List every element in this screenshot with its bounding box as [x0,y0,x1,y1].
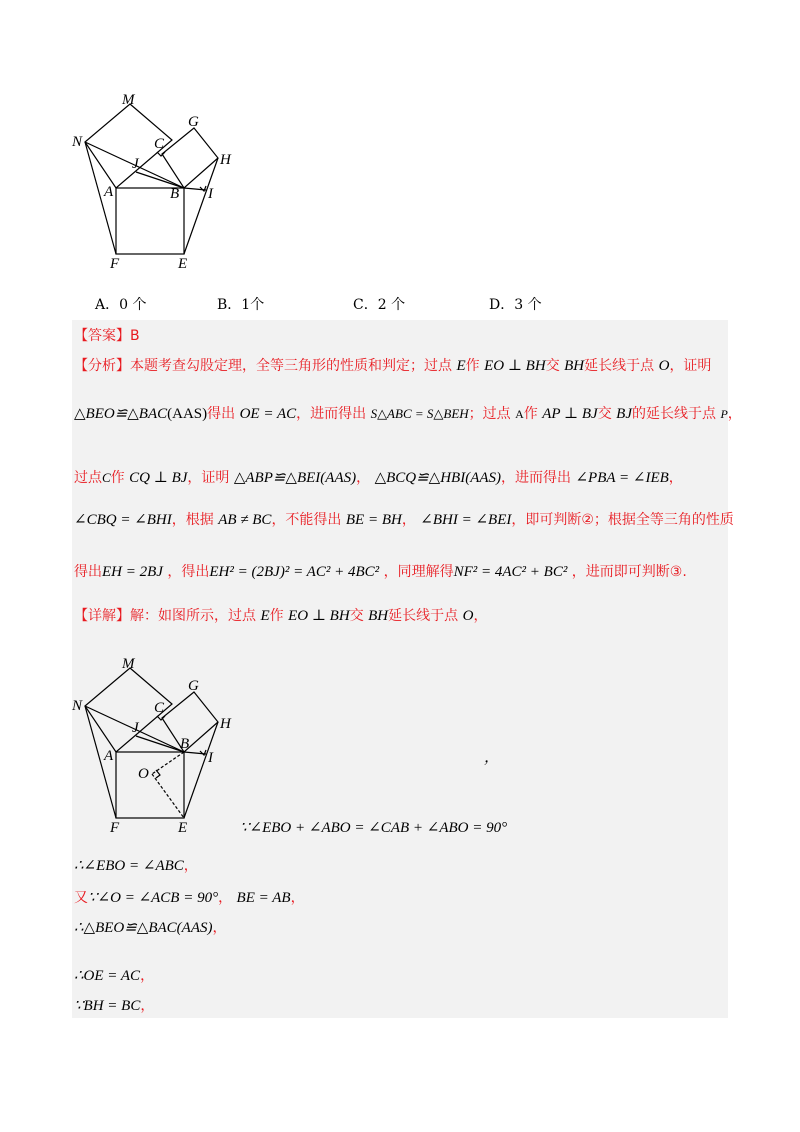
geometry-figure-detail [70,656,240,840]
analysis-line-4: ∠CBQ = ∠BHI，根据 AB ≠ BC，不能得出 BE = BH， ∠BHI = ∠BEI，即可判断②；根据全等三角的性质 [74,512,734,528]
label-G-2: G [188,678,199,694]
option-b: B．1个 [217,297,265,313]
label-I-2: I [208,750,213,766]
step-5: ∴OE = AC， [74,968,155,984]
option-d: D．3 个 [489,297,542,313]
label-B: B [170,186,180,202]
label-F: F [110,256,120,272]
label-C-2: C [154,700,165,716]
label-E-2: E [178,820,188,836]
label-O: O [138,766,149,782]
analysis-line-5: 得出EH = 2BJ ，得出EH² = (2BJ)² = AC² + 4BC² ，同理解得NF² = 4AC² + BC² ，进而即可判断③. [74,564,687,580]
step-4: ∴△BEO≌△BAC(AAS)， [74,920,227,936]
option-a: A．0 个 [95,297,147,313]
figure-comma: ， [484,750,500,766]
step-6: ∵BH = BC， [74,998,155,1014]
label-A: A [104,184,114,200]
label-B-2: B [180,736,190,752]
label-H-2: H [220,716,231,732]
analysis-line-3: 过点C作 CQ ⊥ BJ，证明 △ABP≌△BEI(AAS)， △BCQ≌△HBI(AAS)，进而得出 ∠PBA = ∠IEB， [74,470,683,486]
label-N: N [72,134,83,150]
label-A-2: A [104,748,114,764]
detail-line: 【详解】解：如图所示，过点 E作 EO ⊥ BH交 BH延长线于点 O， [74,608,488,624]
step-2: ∴∠EBO = ∠ABC， [74,858,198,874]
label-I: I [208,186,213,202]
analysis-line-1: 【分析】本题考查勾股定理，全等三角形的性质和判定；过点 E作 EO ⊥ BH交 BH延长线于点 O，证明 [74,358,712,374]
label-M-2: M [122,656,135,672]
answer-line: 【答案】B [74,328,140,344]
step-1: ∵∠EBO + ∠ABO = ∠CAB + ∠ABO = 90° [240,820,508,836]
option-c: C．2 个 [353,297,406,313]
step-3: 又∵∠O = ∠ACB = 90°， BE = AB， [74,890,305,906]
label-N-2: N [72,698,83,714]
label-E: E [178,256,188,272]
analysis-line-2: △BEO≌△BAC(AAS)得出 OE = AC，进而得出 S△ABC = S△BEH；过点 A作 AP ⊥ BJ交 BJ的延长线于点 P， [74,406,742,422]
label-C: C [154,136,165,152]
label-J: J [132,156,139,172]
label-H: H [220,152,231,168]
label-G: G [188,114,199,130]
label-M: M [122,92,135,108]
geometry-figure-top [70,92,240,272]
label-J-2: J [132,720,139,736]
label-F-2: F [110,820,120,836]
